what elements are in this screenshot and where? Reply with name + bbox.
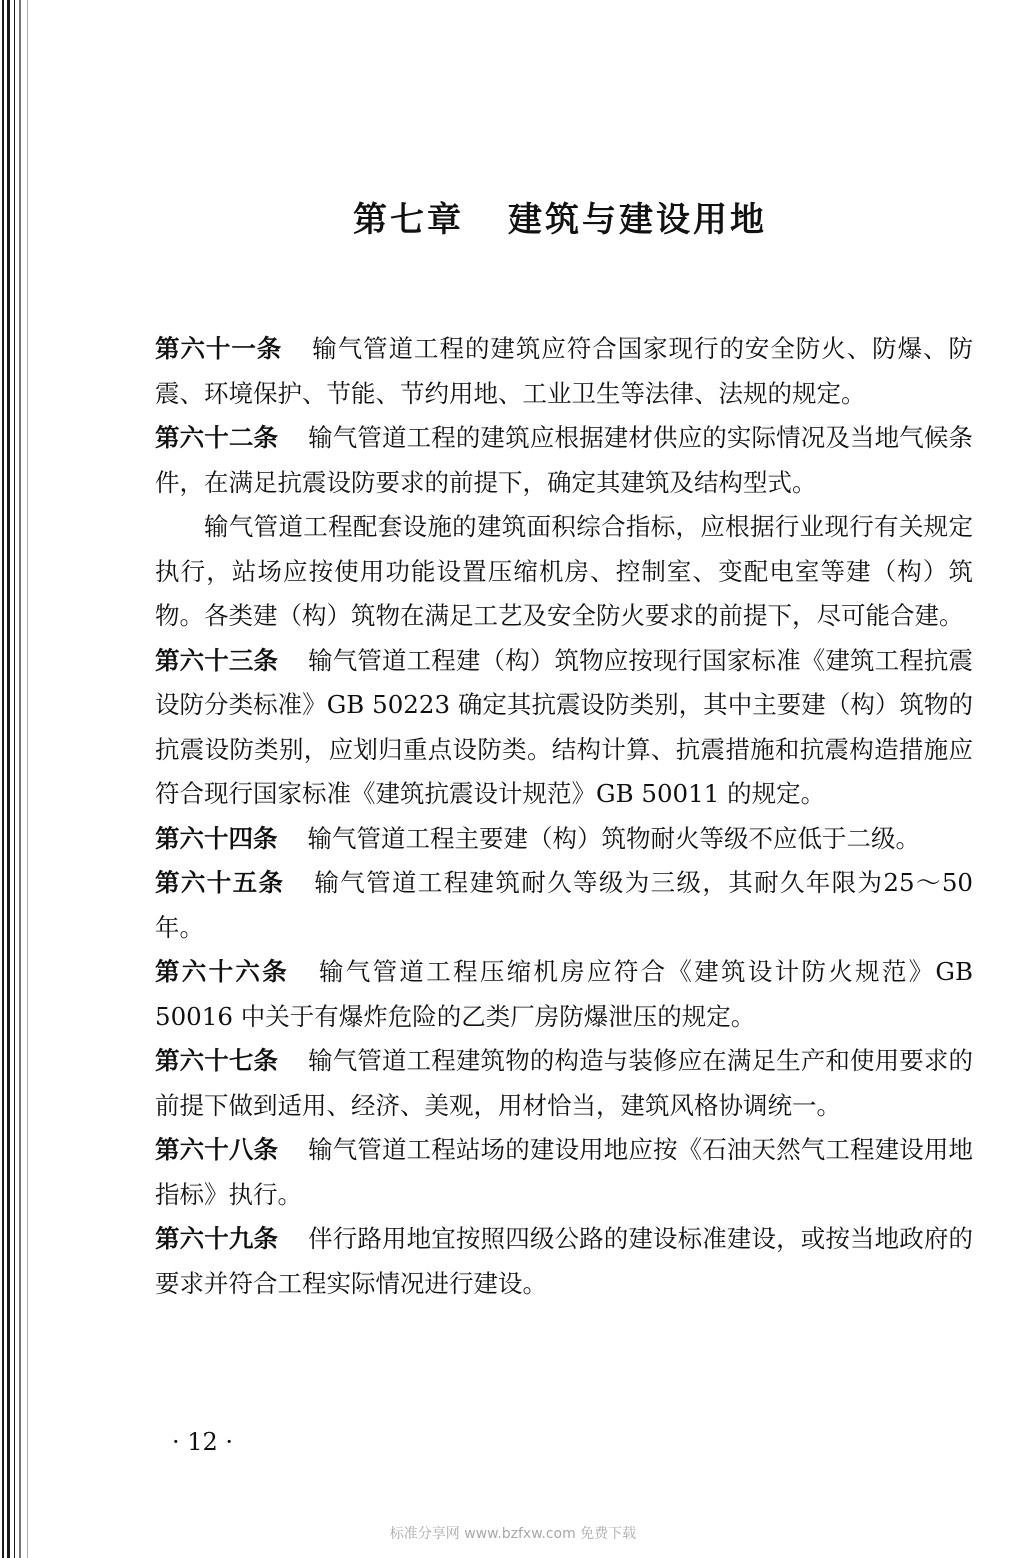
- article-text: 输气管道工程压缩机房应符合《建筑设计防火规范》GB 50016 中关于有爆炸危险的乙类厂房防爆泄压的规定。: [155, 957, 974, 1031]
- article-63: [155, 639, 973, 817]
- scan-binding-edge: [0, 0, 40, 1558]
- article-text: 输气管道工程站场的建设用地应按《石油天然气工程建设用地指标》执行。: [155, 1135, 974, 1209]
- article-number: 第六十二条: [155, 423, 279, 452]
- chapter-title: [150, 192, 970, 241]
- article-65: [155, 861, 973, 950]
- article-text: 输气管道工程的建筑应根据建材供应的实际情况及当地气候条件，在满足抗震设防要求的前提下，确定其建筑及结构型式。: [155, 423, 974, 497]
- article-text: 输气管道工程建筑耐久等级为三级，其耐久年限为25～50 年。: [155, 868, 973, 942]
- article-62: [155, 416, 973, 505]
- article-number: 第六十六条: [155, 957, 290, 986]
- article-text: 输气管道工程建筑物的构造与装修应在满足生产和使用要求的前提下做到适用、经济、美观，用材恰当，建筑风格协调统一。: [155, 1046, 974, 1120]
- article-text: 伴行路用地宜按照四级公路的建设标准建设，或按当地政府的要求并符合工程实际情况进行建设。: [155, 1224, 974, 1298]
- article-number: 第六十五条: [155, 868, 285, 897]
- article-number: 第六十四条: [155, 823, 278, 853]
- article-67: [155, 1039, 973, 1128]
- chapter-body: [155, 327, 973, 1306]
- article-text: 输气管道工程的建筑应符合国家现行的安全防火、防爆、防震、环境保护、节能、节约用地、工业卫生等法律、法规的规定。: [155, 334, 973, 408]
- article-62-paragraph-2: 输气管道工程配套设施的建筑面积综合指标，应根据行业现行有关规定执行，站场应按使用功能设置压缩机房、控制室、变配电室等建（构）筑物。各类建（构）筑物在满足工艺及安全防火要求的前提下，尽可能合建。: [155, 512, 973, 630]
- page-number: · 12 ·: [172, 1428, 234, 1456]
- article-69: [155, 1217, 973, 1306]
- article-number: 第六十八条: [155, 1135, 279, 1164]
- article-68: [155, 1128, 973, 1217]
- article-61: [155, 327, 973, 416]
- watermark: 标准分享网 www.bzfxw.com 免费下载: [389, 1526, 637, 1542]
- article-text: 输气管道工程建（构）筑物应按现行国家标准《建筑工程抗震设防分类标准》GB 50223 确定其抗震设防类别，其中主要建（构）筑物的抗震设防类别，应划归重点设防类。结构计算、抗震措施和抗震构造措施应符合现行国家标准《建筑抗震设计规范》GB 50011 的规定。: [155, 645, 974, 808]
- article-number: 第六十一条: [155, 334, 283, 363]
- chapter-name: 建筑与建设用地: [508, 200, 767, 240]
- chapter-number: 第七章: [353, 200, 464, 240]
- article-64: [155, 817, 973, 862]
- article-number: 第六十七条: [155, 1046, 279, 1075]
- article-66: [155, 950, 973, 1039]
- article-text: 输气管道工程主要建（构）筑物耐火等级不应低于二级。: [307, 823, 920, 853]
- article-number: 第六十三条: [155, 645, 279, 675]
- article-number: 第六十九条: [155, 1224, 279, 1253]
